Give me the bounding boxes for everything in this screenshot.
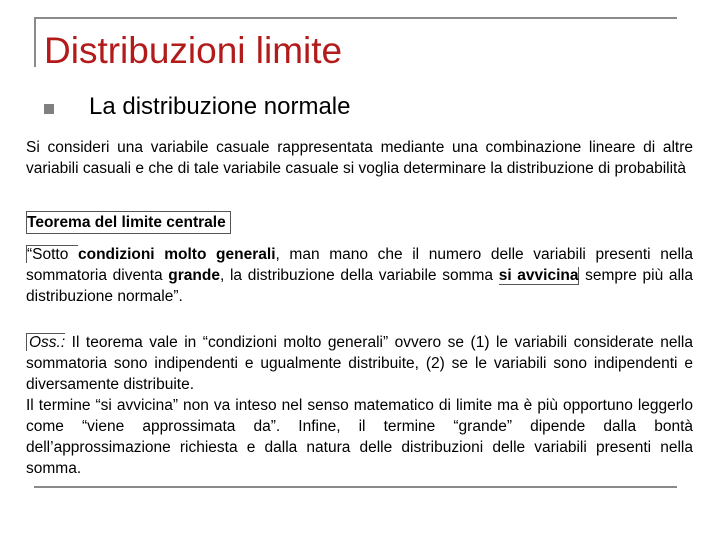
observation-text: Il teorema vale in “condizioni molto generali” ovvero se (1) le variabili considerate nella sommatoria sono indipendenti e ugualmente distribuite, (2) se le variabili sono indipendenti e diversamente distribuite. <box>26 334 693 393</box>
quote-emphasis-approaches: si avvicina <box>498 267 579 284</box>
theorem-heading <box>26 211 693 234</box>
closing-paragraph: Il termine “si avvicina” non va inteso nel senso matematico di limite ma è più opportuno leggerlo come “viene approssimata da”. Infine, il termine “grande” dipende dalla bontà dell’approssimazione richiesta e dalla natura delle distribuzioni delle variabili presenti nella somma. <box>26 397 693 477</box>
intro-paragraph: Si consideri una variabile casuale rappresentata mediante una combinazione lineare di altre variabili casuali e che di tale variabile casuale si voglia determinare la distribuzione di probabilità <box>26 139 693 177</box>
quote-text-1: , man mano che il numero delle variabili presenti nella sommatoria diventa <box>26 246 693 284</box>
quote-text-2: , la distribuzione della variabile somma <box>219 267 499 284</box>
theorem-quote-paragraph <box>26 244 693 307</box>
slide-subtitle: La distribuzione normale <box>89 93 351 120</box>
quote-emphasis-general-conditions: condizioni molto generali <box>77 246 276 263</box>
slide-title: Distribuzioni limite <box>44 30 343 71</box>
title-frame-top-rule <box>34 17 677 19</box>
title-frame-left-rule <box>34 17 36 67</box>
quote-close: sempre più alla distribuzione normale”. <box>26 267 693 305</box>
square-bullet-icon <box>44 104 54 114</box>
observation-label: Oss.: <box>26 333 65 351</box>
observation-paragraph <box>26 332 693 395</box>
quote-open: “Sotto <box>27 246 78 263</box>
theorem-title: Teorema del limite centrale <box>26 211 231 234</box>
quote-emphasis-large: grande <box>168 267 220 284</box>
bottom-rule <box>34 486 677 488</box>
